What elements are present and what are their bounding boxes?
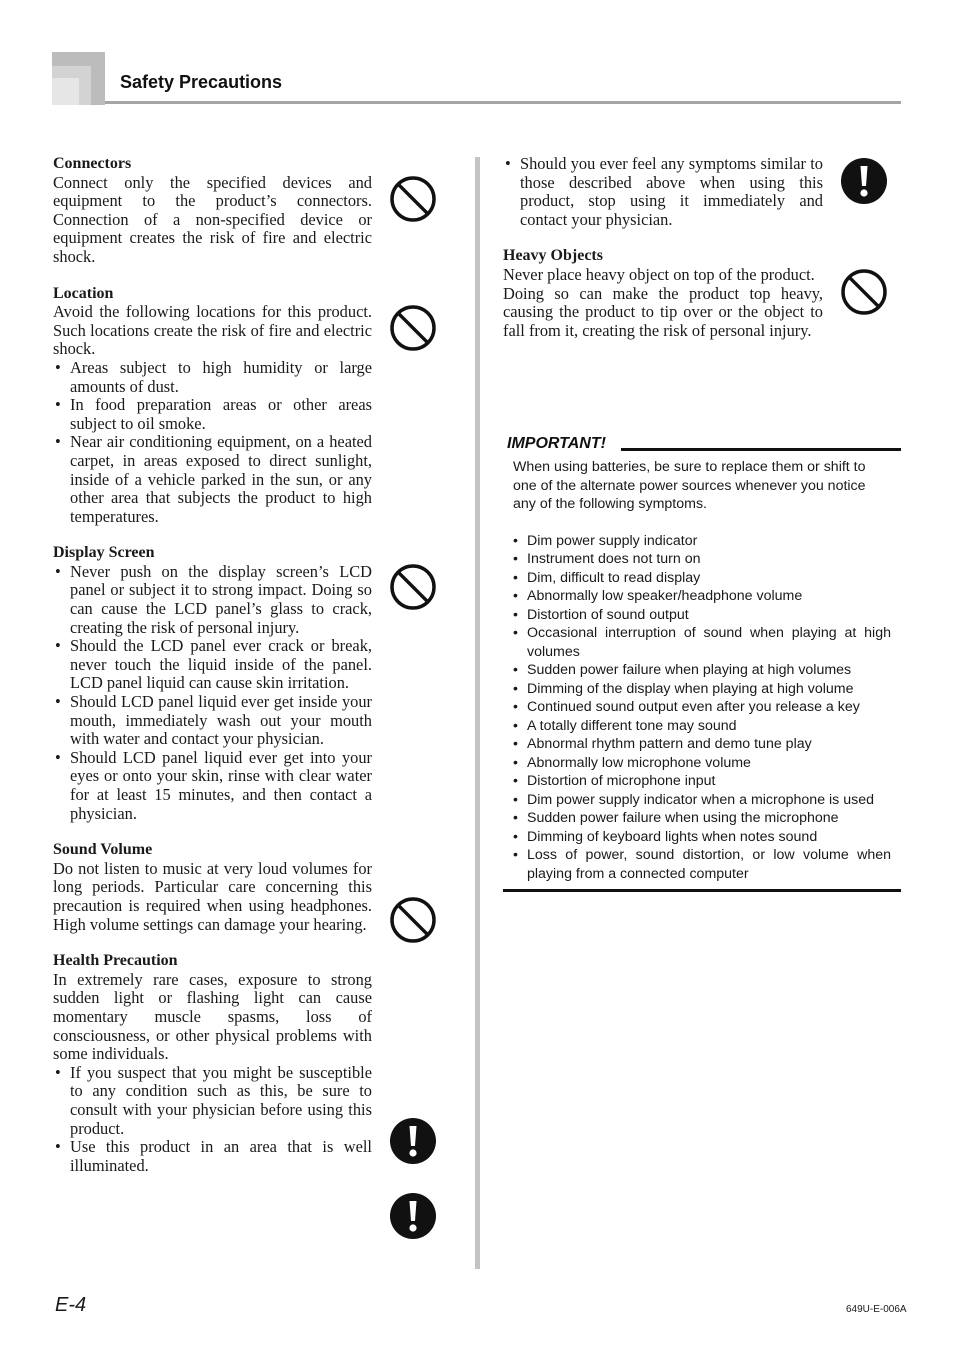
location-list xyxy=(53,359,372,526)
important-label: IMPORTANT! xyxy=(507,435,612,453)
symptoms-section xyxy=(503,155,823,229)
list-item: • Dimming of keyboard lights when notes sound xyxy=(513,828,891,847)
list-item: • Never push on the display screen’s LCD panel or subject it to strong impact. Doing so can cause the LCD panel’s glass to crack, creating the risk of personal injury. xyxy=(53,563,372,637)
important-header xyxy=(503,434,901,456)
list-item: • Should you ever feel any symptoms similar to those described above when using this product, stop using it immediately and contact your physician. xyxy=(503,155,823,229)
list-item: • Abnormally low microphone volume xyxy=(513,754,891,773)
health-section xyxy=(53,952,372,1175)
list-item: • Distortion of sound output xyxy=(513,606,891,625)
list-item: • Instrument does not turn on xyxy=(513,550,891,569)
exclamation-icon xyxy=(389,1192,437,1240)
prohibition-icon xyxy=(389,563,437,611)
list-item: • Near air conditioning equipment, on a heated carpet, in areas exposed to direct sunlight, inside of a vehicle parked in the sun, or any other area that subjects the product to high temperatures. xyxy=(53,433,372,526)
section-text: Never place heavy object on top of the product. xyxy=(503,264,815,284)
heavy-objects-section xyxy=(503,247,823,340)
section-title: Display Screen xyxy=(53,544,155,562)
section-text: In extremely rare cases, exposure to strong sudden light or flashing light can cause momentary muscle spasms, loss of consciousness, or other physical problems with some individuals. xyxy=(53,969,372,1064)
list-item: • If you suspect that you might be susceptible to any condition such as this, be sure to consult with your physician before using this product. xyxy=(53,1064,372,1138)
health-list xyxy=(53,1064,372,1176)
section-text: Do not listen to music at very loud volumes for long periods. Particular care concerning this precaution is required when using headphones. High volume settings can damage your hearing. xyxy=(53,858,372,934)
list-item: • Sudden power failure when playing at high volumes xyxy=(513,661,891,680)
important-intro: When using batteries, be sure to replace them or shift to one of the alternate power sources whenever you notice any of the following symptoms. xyxy=(513,459,866,512)
exclamation-icon xyxy=(840,157,888,205)
list-item: • Should the LCD panel ever crack or break, never touch the liquid inside of the panel. LCD panel liquid can cause skin irritation. xyxy=(53,637,372,693)
section-text: Connect only the specified devices and equipment to the product’s connectors. Connection of a non-specified device or equipment creates the risk of fire and electric shock. xyxy=(53,172,372,266)
list-item: • In food preparation areas or other areas subject to oil smoke. xyxy=(53,396,372,433)
list-item: • Loss of power, sound distortion, or low volume when playing from a connected computer xyxy=(513,846,891,883)
location-section xyxy=(53,285,372,527)
section-title: Health Precaution xyxy=(53,952,178,970)
section-title: Location xyxy=(53,284,114,302)
header-rule xyxy=(105,101,901,104)
document-code: 649U-E-006A xyxy=(846,1304,907,1315)
list-item: • Sudden power failure when using the microphone xyxy=(513,809,891,828)
list-item: • Occasional interruption of sound when playing at high volumes xyxy=(513,624,891,661)
connectors-section xyxy=(53,155,372,267)
list-item: • Dim power supply indicator xyxy=(513,532,891,551)
right-column xyxy=(503,155,823,358)
list-item: • Should LCD panel liquid ever get into your eyes or onto your skin, rinse with clear water for at least 15 minutes, and then contact a physician. xyxy=(53,749,372,823)
important-box xyxy=(503,434,901,892)
section-title: Sound Volume xyxy=(53,841,153,859)
list-item: • Dim, difficult to read display xyxy=(513,569,891,588)
prohibition-icon xyxy=(389,896,437,944)
exclamation-icon xyxy=(389,1117,437,1165)
list-item: • Abnormally low speaker/headphone volume xyxy=(513,587,891,606)
section-text: Avoid the following locations for this product. Such locations create the risk of fire and electric shock. xyxy=(53,302,372,359)
page-number: E-4 xyxy=(55,1294,87,1316)
left-column xyxy=(53,155,372,1193)
important-body xyxy=(503,456,901,892)
symptom-list xyxy=(513,532,891,884)
list-item: • Abnormal rhythm pattern and demo tune play xyxy=(513,735,891,754)
list-item: • Dim power supply indicator when a microphone is used xyxy=(513,791,891,810)
list-item: • Areas subject to high humidity or large amounts of dust. xyxy=(53,359,372,396)
important-rule xyxy=(621,448,901,451)
display-section xyxy=(53,544,372,823)
prohibition-icon xyxy=(840,268,888,316)
list-item: • Use this product in an area that is well illuminated. xyxy=(53,1138,372,1175)
list-item: • Dimming of the display when playing at high volume xyxy=(513,680,891,699)
column-divider xyxy=(475,157,480,1269)
page-title: Safety Precautions xyxy=(120,72,283,92)
prohibition-icon xyxy=(389,304,437,352)
list-item: • Distortion of microphone input xyxy=(513,772,891,791)
sound-section xyxy=(53,841,372,934)
prohibition-icon xyxy=(389,175,437,223)
header-decoration xyxy=(52,52,105,105)
list-item: • Should LCD panel liquid ever get inside your mouth, immediately wash out your mouth with water and contact your physician. xyxy=(53,693,372,749)
section-title: Connectors xyxy=(53,155,132,172)
symptoms-list xyxy=(503,155,823,229)
section-text: Doing so can make the product top heavy, causing the product to tip over or the object to fall from it, creating the risk of personal injury. xyxy=(503,283,823,340)
section-title: Heavy Objects xyxy=(503,247,603,265)
display-list xyxy=(53,563,372,823)
list-item: • Continued sound output even after you release a key xyxy=(513,698,891,717)
list-item: • A totally different tone may sound xyxy=(513,717,891,736)
